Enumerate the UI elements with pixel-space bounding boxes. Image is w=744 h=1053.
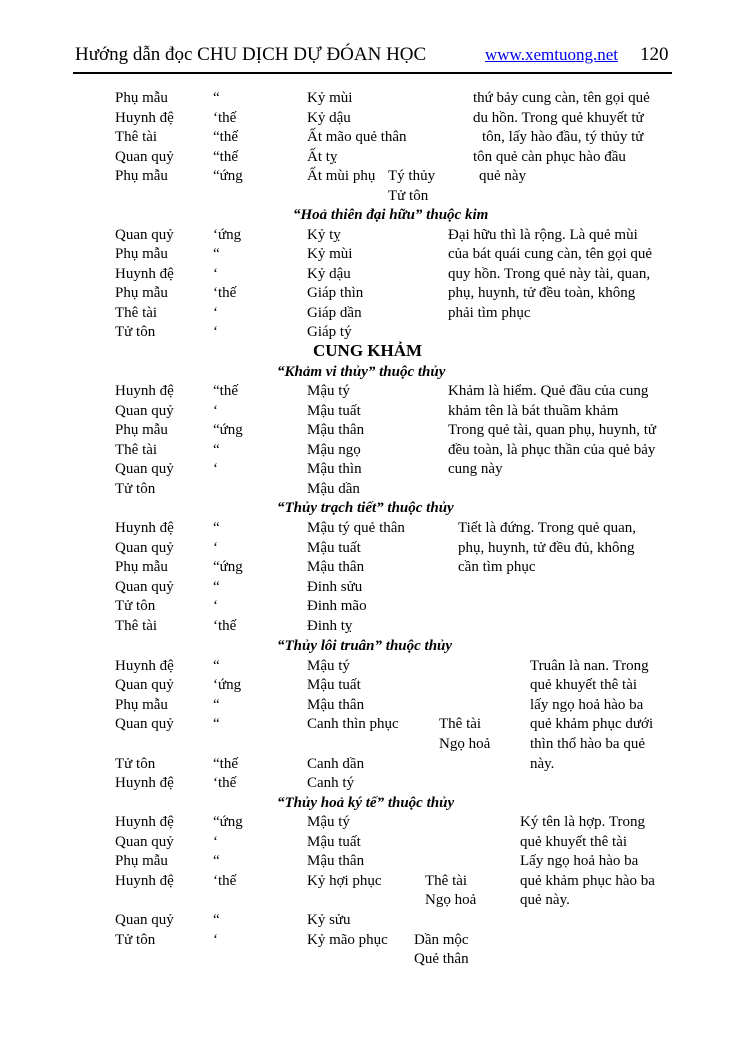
- note-text: cần tìm phục: [458, 559, 536, 575]
- the-ung-mark: ‘: [213, 403, 218, 419]
- table-row: [0, 479, 744, 499]
- the-ung-mark: ‘thế: [213, 873, 237, 889]
- note-text: quẻ khuyết thê tài: [530, 677, 638, 693]
- can-chi-label: Canh dần: [307, 756, 365, 772]
- the-ung-mark: “: [213, 716, 220, 732]
- table-row: [0, 557, 744, 577]
- table-row: [0, 949, 744, 969]
- note-text: thìn thổ hào ba quẻ: [530, 736, 645, 752]
- can-chi-label: Giáp tý: [307, 324, 352, 340]
- the-ung-mark: ‘thế: [213, 618, 237, 634]
- note-text: du hồn. Trong quẻ khuyết tử: [473, 110, 644, 126]
- can-chi-label: Giáp thìn: [307, 285, 364, 301]
- luc-than-label: Phụ mẫu: [115, 559, 168, 575]
- note-text: Ký tên là hợp. Trong: [520, 814, 646, 830]
- note-text: phụ, huynh, tử đều đủ, không: [458, 540, 635, 556]
- luc-than-label: Phụ mẫu: [115, 853, 168, 869]
- note-text: đều toàn, là phục thần của quẻ bảy: [448, 442, 656, 458]
- note-text: quẻ khuyết thê tài: [520, 834, 628, 850]
- the-ung-mark: “: [213, 912, 220, 928]
- table-row: [0, 851, 744, 871]
- luc-than-label: Tử tôn: [115, 598, 156, 614]
- note-text: này.: [530, 756, 555, 772]
- luc-than-label: Tử tôn: [115, 481, 156, 497]
- phuc-than-label: Quẻ thân: [414, 951, 469, 967]
- table-row: [0, 88, 744, 108]
- table-row: [0, 714, 744, 734]
- the-ung-mark: ‘thế: [213, 285, 237, 301]
- note-text: phụ, huynh, tử đều toàn, không: [448, 285, 636, 301]
- can-chi-label: Mậu ngọ: [307, 442, 361, 458]
- table-row: [0, 381, 744, 401]
- the-ung-mark: “ứng: [213, 422, 243, 438]
- can-chi-label: Mậu tý: [307, 658, 350, 674]
- table-row: [0, 538, 744, 558]
- the-ung-mark: ‘: [213, 834, 218, 850]
- the-ung-mark: “ứng: [213, 168, 243, 184]
- can-chi-label: Kỷ dậu: [307, 266, 351, 282]
- the-ung-mark: ‘ứng: [213, 677, 242, 693]
- section-heading: “Thủy lôi truân” thuộc thủy: [277, 638, 453, 654]
- can-chi-label: Đinh sửu: [307, 579, 363, 595]
- luc-than-label: Phụ mẫu: [115, 168, 168, 184]
- section-heading: “Thủy hoả ký tế” thuộc thủy: [277, 795, 455, 811]
- table-row: [0, 322, 744, 342]
- can-chi-label: Mậu tuất: [307, 540, 361, 556]
- the-ung-mark: ‘: [213, 305, 218, 321]
- table-row: [0, 108, 744, 128]
- table-row: [0, 832, 744, 852]
- luc-than-label: Tử tôn: [115, 932, 156, 948]
- section-heading: “Khảm vi thủy” thuộc thủy: [277, 364, 446, 380]
- luc-than-label: Thê tài: [115, 442, 158, 458]
- luc-than-label: Huynh đệ: [115, 873, 174, 889]
- luc-than-label: Thê tài: [115, 618, 158, 634]
- can-chi-label: Mậu tuất: [307, 834, 361, 850]
- can-chi-label: Kỷ hợi phục: [307, 873, 382, 889]
- cung-heading: CUNG KHẢM: [313, 341, 423, 360]
- luc-than-label: Huynh đệ: [115, 814, 174, 830]
- the-ung-mark: “thế: [213, 129, 238, 145]
- phuc-than-label: Thê tài: [425, 873, 468, 889]
- table-row: [0, 773, 744, 793]
- table-row: [0, 283, 744, 303]
- the-ung-mark: “: [213, 90, 220, 106]
- luc-than-label: Tử tôn: [115, 324, 156, 340]
- table-row: [0, 734, 744, 754]
- table-row: [0, 127, 744, 147]
- note-text: cung này: [448, 461, 503, 477]
- phuc-than-label: Ngọ hoả: [425, 892, 477, 908]
- note-text: quẻ khảm phục dưới: [530, 716, 654, 732]
- table-row: [0, 147, 744, 167]
- luc-than-label: Quan quỷ: [115, 834, 174, 850]
- table-row: [0, 636, 744, 656]
- table-row: [0, 225, 744, 245]
- table-row: [0, 498, 744, 518]
- can-chi-label: Mậu tý: [307, 814, 350, 830]
- the-ung-mark: ‘: [213, 598, 218, 614]
- can-chi-label: Mậu thân: [307, 853, 365, 869]
- can-chi-label: Canh tý: [307, 775, 355, 791]
- note-text: Truân là nan. Trong: [530, 658, 649, 674]
- phuc-than-label: Ngọ hoả: [439, 736, 491, 752]
- luc-than-label: Thê tài: [115, 129, 158, 145]
- can-chi-label: Mậu thân: [307, 559, 365, 575]
- table-row: [0, 754, 744, 774]
- can-chi-label: Mậu thân: [307, 422, 365, 438]
- the-ung-mark: ‘: [213, 461, 218, 477]
- can-chi-label: Kỷ mùi: [307, 246, 353, 262]
- table-row: [0, 303, 744, 323]
- luc-than-label: Quan quỷ: [115, 912, 174, 928]
- table-row: [0, 264, 744, 284]
- luc-than-label: Thê tài: [115, 305, 158, 321]
- luc-than-label: Huynh đệ: [115, 383, 174, 399]
- the-ung-mark: “: [213, 246, 220, 262]
- can-chi-label: Kỷ mão phục: [307, 932, 388, 948]
- note-text: Tiết là đứng. Trong quẻ quan,: [458, 520, 637, 536]
- table-row: [0, 401, 744, 421]
- the-ung-mark: “: [213, 442, 220, 458]
- section-heading: “Hoả thiên đại hữu” thuộc kim: [293, 207, 489, 223]
- table-row: [0, 362, 744, 382]
- note-text: thứ bảy cung càn, tên gọi quẻ: [473, 90, 650, 106]
- table-row: [0, 420, 744, 440]
- luc-than-label: Phụ mẫu: [115, 246, 168, 262]
- luc-than-label: Phụ mẫu: [115, 285, 168, 301]
- can-chi-label: Mậu thân: [307, 697, 365, 713]
- table-row: [0, 596, 744, 616]
- the-ung-mark: “thế: [213, 756, 238, 772]
- document-title: Hướng dẫn đọc CHU DỊCH DỰ ĐÓAN HỌC: [75, 44, 427, 65]
- can-chi-label: Ất mùi phụ: [307, 168, 376, 184]
- note-text: Trong quẻ tài, quan phụ, huynh, tử: [448, 422, 656, 438]
- can-chi-label: Kỷ dậu: [307, 110, 351, 126]
- the-ung-mark: “: [213, 658, 220, 674]
- luc-than-label: Phụ mẫu: [115, 90, 168, 106]
- luc-than-label: Quan quỷ: [115, 227, 174, 243]
- table-row: [0, 793, 744, 813]
- table-row: [0, 186, 744, 206]
- luc-than-label: Tử tôn: [115, 756, 156, 772]
- can-chi-label: Ất tỵ: [307, 149, 338, 165]
- luc-than-label: Quan quỷ: [115, 579, 174, 595]
- the-ung-mark: ‘: [213, 324, 218, 340]
- note-text: của bát quái cung càn, tên gọi quẻ: [448, 246, 653, 262]
- luc-than-label: Quan quỷ: [115, 461, 174, 477]
- the-ung-mark: “: [213, 853, 220, 869]
- table-row: [0, 656, 744, 676]
- page-number: 120: [640, 44, 669, 65]
- phuc-than-label: Dần mộc: [414, 932, 469, 948]
- can-chi-label: Mậu tuất: [307, 677, 361, 693]
- the-ung-mark: ‘thế: [213, 110, 237, 126]
- table-row: [0, 459, 744, 479]
- can-chi-label: Đinh tỵ: [307, 618, 353, 634]
- table-row: [0, 166, 744, 186]
- phuc-than-label: Tử tôn: [388, 188, 429, 204]
- note-text: phải tìm phục: [448, 305, 531, 321]
- luc-than-label: Quan quỷ: [115, 716, 174, 732]
- can-chi-label: Kỷ sửu: [307, 912, 351, 928]
- luc-than-label: Phụ mẫu: [115, 697, 168, 713]
- luc-than-label: Huynh đệ: [115, 266, 174, 282]
- can-chi-label: Giáp dần: [307, 305, 362, 321]
- note-text: quẻ này.: [520, 892, 570, 908]
- the-ung-mark: ‘ứng: [213, 227, 242, 243]
- can-chi-label: Kỷ tỵ: [307, 227, 341, 243]
- note-text: quẻ này: [479, 168, 527, 184]
- the-ung-mark: ‘: [213, 540, 218, 556]
- the-ung-mark: “: [213, 520, 220, 536]
- table-row: [0, 812, 744, 832]
- can-chi-label: Kỷ mùi: [307, 90, 353, 106]
- table-row: [0, 341, 744, 361]
- luc-than-label: Huynh đệ: [115, 110, 174, 126]
- table-row: [0, 695, 744, 715]
- the-ung-mark: ‘thế: [213, 775, 237, 791]
- table-row: [0, 675, 744, 695]
- table-row: [0, 244, 744, 264]
- note-text: quy hồn. Trong quẻ này tài, quan,: [448, 266, 651, 282]
- phuc-than-label: Tý thủy: [388, 168, 436, 184]
- note-text: quẻ khảm phục hào ba: [520, 873, 655, 889]
- luc-than-label: Quan quỷ: [115, 403, 174, 419]
- note-text: lấy ngọ hoả hào ba: [530, 697, 644, 713]
- note-text: khảm tên là bát thuầm khảm: [448, 403, 619, 419]
- note-text: Khảm là hiểm. Quẻ đầu của cung: [448, 383, 649, 399]
- the-ung-mark: “thế: [213, 383, 238, 399]
- luc-than-label: Phụ mẫu: [115, 422, 168, 438]
- can-chi-label: Đinh mão: [307, 598, 367, 614]
- table-row: [0, 205, 744, 225]
- note-text: Lấy ngọ hoả hào ba: [520, 853, 639, 869]
- the-ung-mark: ‘: [213, 932, 218, 948]
- section-heading: “Thủy trạch tiết” thuộc thủy: [277, 500, 454, 516]
- table-row: [0, 577, 744, 597]
- can-chi-label: Mậu tý quẻ thân: [307, 520, 405, 536]
- the-ung-mark: “: [213, 579, 220, 595]
- table-row: [0, 871, 744, 891]
- table-row: [0, 616, 744, 636]
- can-chi-label: Mậu tý: [307, 383, 350, 399]
- site-link[interactable]: www.xemtuong.net: [485, 45, 618, 64]
- note-text: Đại hữu thì là rộng. Là quẻ mùi: [448, 227, 638, 243]
- page-header: [0, 44, 744, 68]
- table-row: [0, 440, 744, 460]
- the-ung-mark: “: [213, 697, 220, 713]
- can-chi-label: Mậu thìn: [307, 461, 362, 477]
- table-row: [0, 910, 744, 930]
- the-ung-mark: “thế: [213, 149, 238, 165]
- can-chi-label: Mậu tuất: [307, 403, 361, 419]
- luc-than-label: Quan quỷ: [115, 540, 174, 556]
- phuc-than-label: Thê tài: [439, 716, 482, 732]
- the-ung-mark: “ứng: [213, 559, 243, 575]
- note-text: tôn quẻ càn phục hào đầu: [473, 149, 626, 165]
- luc-than-label: Huynh đệ: [115, 658, 174, 674]
- can-chi-label: Ất mão quẻ thân: [307, 129, 407, 145]
- table-row: [0, 930, 744, 950]
- the-ung-mark: ‘: [213, 266, 218, 282]
- the-ung-mark: “ứng: [213, 814, 243, 830]
- luc-than-label: Huynh đệ: [115, 520, 174, 536]
- can-chi-label: Canh thìn phục: [307, 716, 399, 732]
- note-text: tôn, lấy hào đầu, tý thủy tử: [482, 129, 644, 145]
- header-rule: [73, 72, 672, 74]
- luc-than-label: Quan quỷ: [115, 149, 174, 165]
- luc-than-label: Quan quỷ: [115, 677, 174, 693]
- table-row: [0, 890, 744, 910]
- luc-than-label: Huynh đệ: [115, 775, 174, 791]
- table-row: [0, 518, 744, 538]
- can-chi-label: Mậu dần: [307, 481, 360, 497]
